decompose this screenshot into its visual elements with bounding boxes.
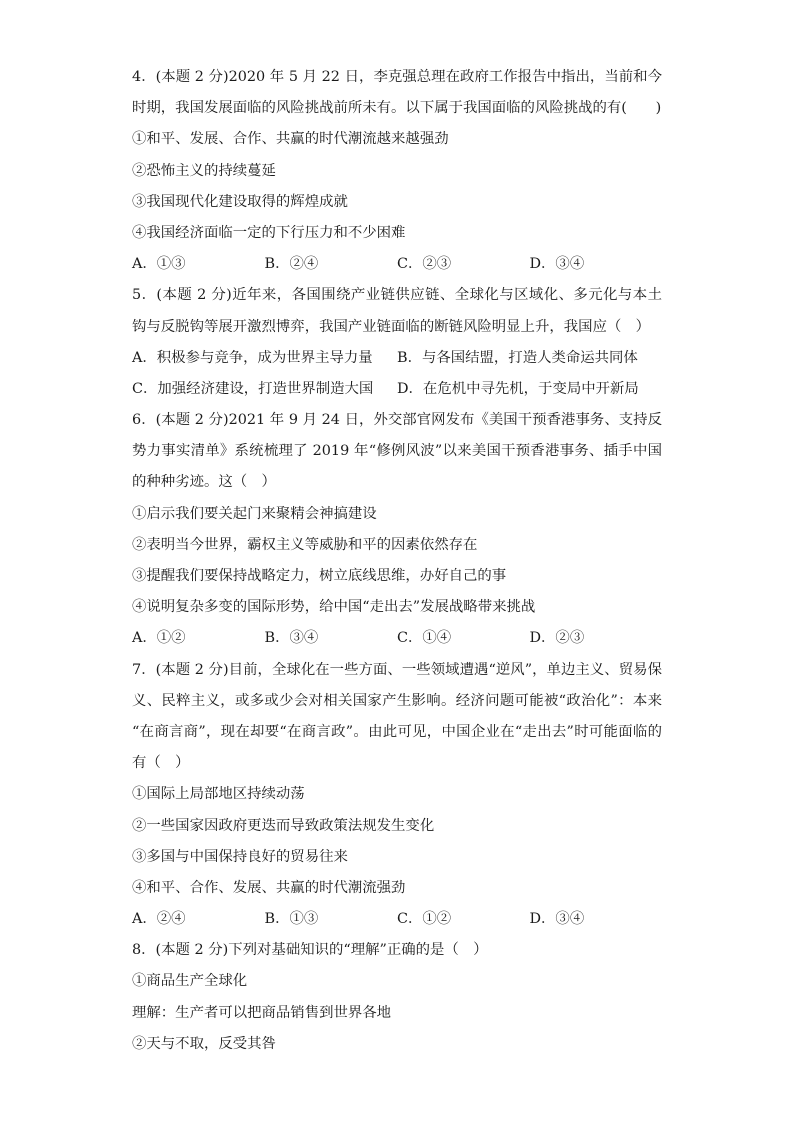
question-stem-line: 时期，我国发展面临的风险挑战前所未有。以下属于我国面临的风险挑战的有( ) [132,100,662,117]
answer-options [132,374,662,405]
option-c: C．①② [397,911,452,928]
statement: ①国际上局部地区持续动荡 [132,786,305,803]
statement: ③我国现代化建设取得的辉煌成就 [132,193,348,210]
option-c: C．②③ [397,256,452,273]
option-b: B．②④ [264,256,319,273]
question-5 [132,280,662,405]
answer-options [132,249,662,280]
statement: ②表明当今世界，霸权主义等威胁和平的因素依然存在 [132,536,478,553]
statement: ③多国与中国保持良好的贸易往来 [132,848,348,865]
option-c: C．①④ [397,630,452,647]
option-b: B．①③ [264,911,319,928]
statement: ②恐怖主义的持续蔓延 [132,162,276,179]
question-stem-line: 8．(本题 2 分)下列对基础知识的“理解”正确的是（ ） [132,942,488,959]
question-stem-line: 的种种劣迹。这（ ） [132,474,276,491]
statement: ④我国经济面临一定的下行压力和不少困难 [132,224,406,241]
question-7 [132,655,662,936]
option-d: D．②③ [529,630,585,647]
statement: ②一些国家因政府更迭而导致政策法规发生变化 [132,817,435,834]
question-stem-line: 6．(本题 2 分)2021 年 9 月 24 日，外交部官网发布《美国干预香港事务、支持反 [132,412,662,429]
option-d: D．③④ [529,911,585,928]
question-stem-line: 钩与反脱钩等展开激烈博弈，我国产业链面临的断链风险明显上升，我国应（ ） [132,318,651,335]
option-b: B．与各国结盟，打造人类命运共同体 [397,349,638,366]
question-4 [132,62,662,280]
statement: ④说明复杂多变的国际形势，给中国“走出去”发展战略带来挑战 [132,599,536,616]
question-stem-line: “在商言商”，现在却要“在商言政”。由此可见，中国企业在“走出去”时可能面临的 [132,723,662,740]
option-a: A．①③ [132,256,186,273]
statement: ④和平、合作、发展、共赢的时代潮流强劲 [132,879,406,896]
statement: 理解：生产者可以把商品销售到世界各地 [132,1004,392,1021]
statement: ①和平、发展、合作、共赢的时代潮流越来越强劲 [132,131,449,148]
statement: ①启示我们要关起门来聚精会神搞建设 [132,505,377,522]
question-stem-line: 5．(本题 2 分)近年来，各国围绕产业链供应链、全球化与区域化、多元化与本土 [132,287,662,304]
answer-options [132,623,662,654]
option-d: D．③④ [529,256,585,273]
statement: ②天与不取，反受其咎 [132,1035,276,1052]
question-stem-line: 义、民粹主义，或多或少会对相关国家产生影响。经济问题可能被“政治化”：本来 [132,692,662,709]
question-stem-line: 势力事实清单》系统梳理了 2019 年“修例风波”以来美国干预香港事务、插手中国 [132,443,662,460]
option-c: C．加强经济建设，打造世界制造大国 [132,380,374,397]
option-b: B．③④ [264,630,319,647]
answer-options [132,343,662,374]
question-8 [132,935,662,1060]
question-stem-line: 7．(本题 2 分)目前，全球化在一些方面、一些领域遭遇“逆风”，单边主义、贸易保 [132,661,662,678]
option-d: D．在危机中寻先机，于变局中开新局 [397,380,639,397]
option-a: A．②④ [132,911,186,928]
statement: ③提醒我们要保持战略定力，树立底线思维，办好自己的事 [132,568,507,584]
question-6 [132,405,662,655]
question-stem-line: 4．(本题 2 分)2020 年 5 月 22 日，李克强总理在政府工作报告中指出，当前和今 [132,69,662,85]
question-stem-line: 有（ ） [132,755,190,772]
option-a: A．积极参与竞争，成为世界主导力量 [132,349,373,366]
option-a: A．①② [132,630,186,647]
question-list [132,62,662,1060]
statement: ①商品生产全球化 [132,973,248,990]
answer-options [132,904,662,935]
